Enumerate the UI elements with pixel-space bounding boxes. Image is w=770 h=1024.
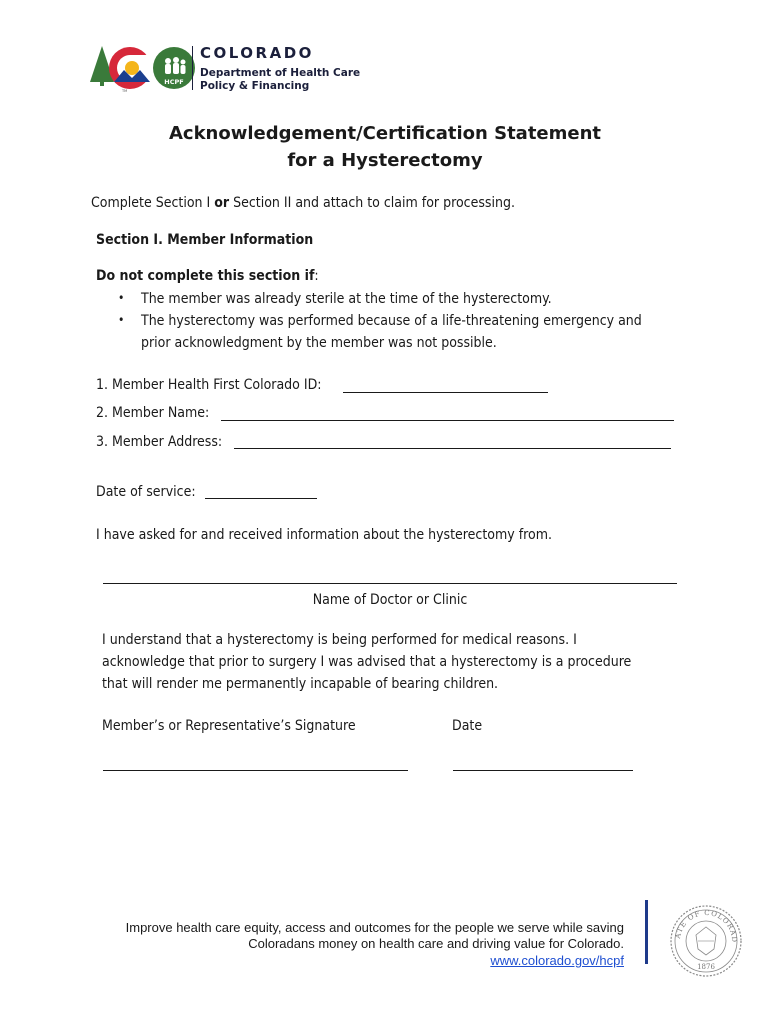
member-id-label: 1. Member Health First Colorado ID: [96, 377, 322, 393]
intro-bold: or [214, 195, 230, 211]
bullet-item: The hysterectomy was performed because of a life-threatening emergency and [141, 313, 642, 329]
received-info-text: I have asked for and received information about the hysterectomy from. [96, 527, 552, 543]
title-line-1: Acknowledgement/Certification Statement [168, 123, 602, 144]
bullet-item-continued: prior acknowledgment by the member was not possible. [141, 335, 497, 351]
logo-divider [192, 46, 193, 90]
svg-text:STATE OF COLORADO [668, 903, 738, 943]
bullet-icon: • [118, 291, 125, 305]
dept-line-1: Department of Health Care [200, 67, 361, 79]
bullet-item: The member was already sterile at the time of the hysterectomy. [141, 291, 552, 307]
seal-year: 1876 [697, 963, 715, 971]
not-complete-heading [96, 266, 319, 286]
intro-text [91, 193, 515, 213]
signature-field[interactable] [103, 770, 408, 771]
doctor-clinic-field[interactable] [103, 583, 677, 584]
footer-link-wrap [490, 953, 624, 969]
member-name-label: 2. Member Name: [96, 405, 210, 421]
intro-part-1: Complete Section I [91, 195, 215, 211]
understand-line: I understand that a hysterectomy is being performed for medical reasons. I [102, 632, 577, 648]
understand-line: that will render me permanently incapable of bearing children. [102, 676, 499, 692]
agency-name [200, 44, 360, 93]
colorado-c-logo-icon [88, 42, 198, 94]
not-complete-colon: : [314, 268, 319, 284]
logo-tm: TM [122, 89, 128, 93]
state-word: COLORADO [200, 44, 314, 62]
member-address-label: 3. Member Address: [96, 434, 223, 450]
member-name-field[interactable] [221, 420, 674, 421]
member-address-field[interactable] [234, 448, 671, 449]
signature-date-field[interactable] [453, 770, 633, 771]
date-of-service-field[interactable] [205, 498, 317, 499]
date-label: Date [452, 718, 483, 734]
hcpf-website-link[interactable]: www.colorado.gov/hcpf [490, 953, 624, 968]
state-seal-icon [668, 903, 744, 979]
dept-line-2: Policy & Financing [200, 80, 310, 92]
member-id-field[interactable] [343, 392, 548, 393]
signature-label: Member’s or Representative’s Signature [102, 718, 356, 734]
seal-text: ATE OF COLORAD [674, 908, 739, 944]
footer-divider [645, 900, 648, 964]
understand-line: acknowledge that prior to surgery I was advised that a hysterectomy is a procedure [102, 654, 632, 670]
title-line-2: for a Hysterectomy [287, 150, 483, 171]
footer-mission-line-1: Improve health care equity, access and outcomes for the people we serve while saving [125, 920, 624, 935]
bullet-icon: • [118, 313, 125, 327]
intro-part-2: Section II and attach to claim for processing. [229, 195, 515, 211]
footer-mission-line-2: Coloradans money on health care and driving value for Colorado. [248, 936, 624, 951]
hcpf-badge-text: HCPF [164, 78, 184, 86]
document-title [0, 120, 770, 174]
doctor-clinic-caption: Name of Doctor or Clinic [312, 592, 468, 608]
date-of-service-label: Date of service: [96, 484, 196, 500]
not-complete-bold: Do not complete this section if [96, 268, 315, 284]
section-heading: Section I. Member Information [96, 232, 314, 248]
